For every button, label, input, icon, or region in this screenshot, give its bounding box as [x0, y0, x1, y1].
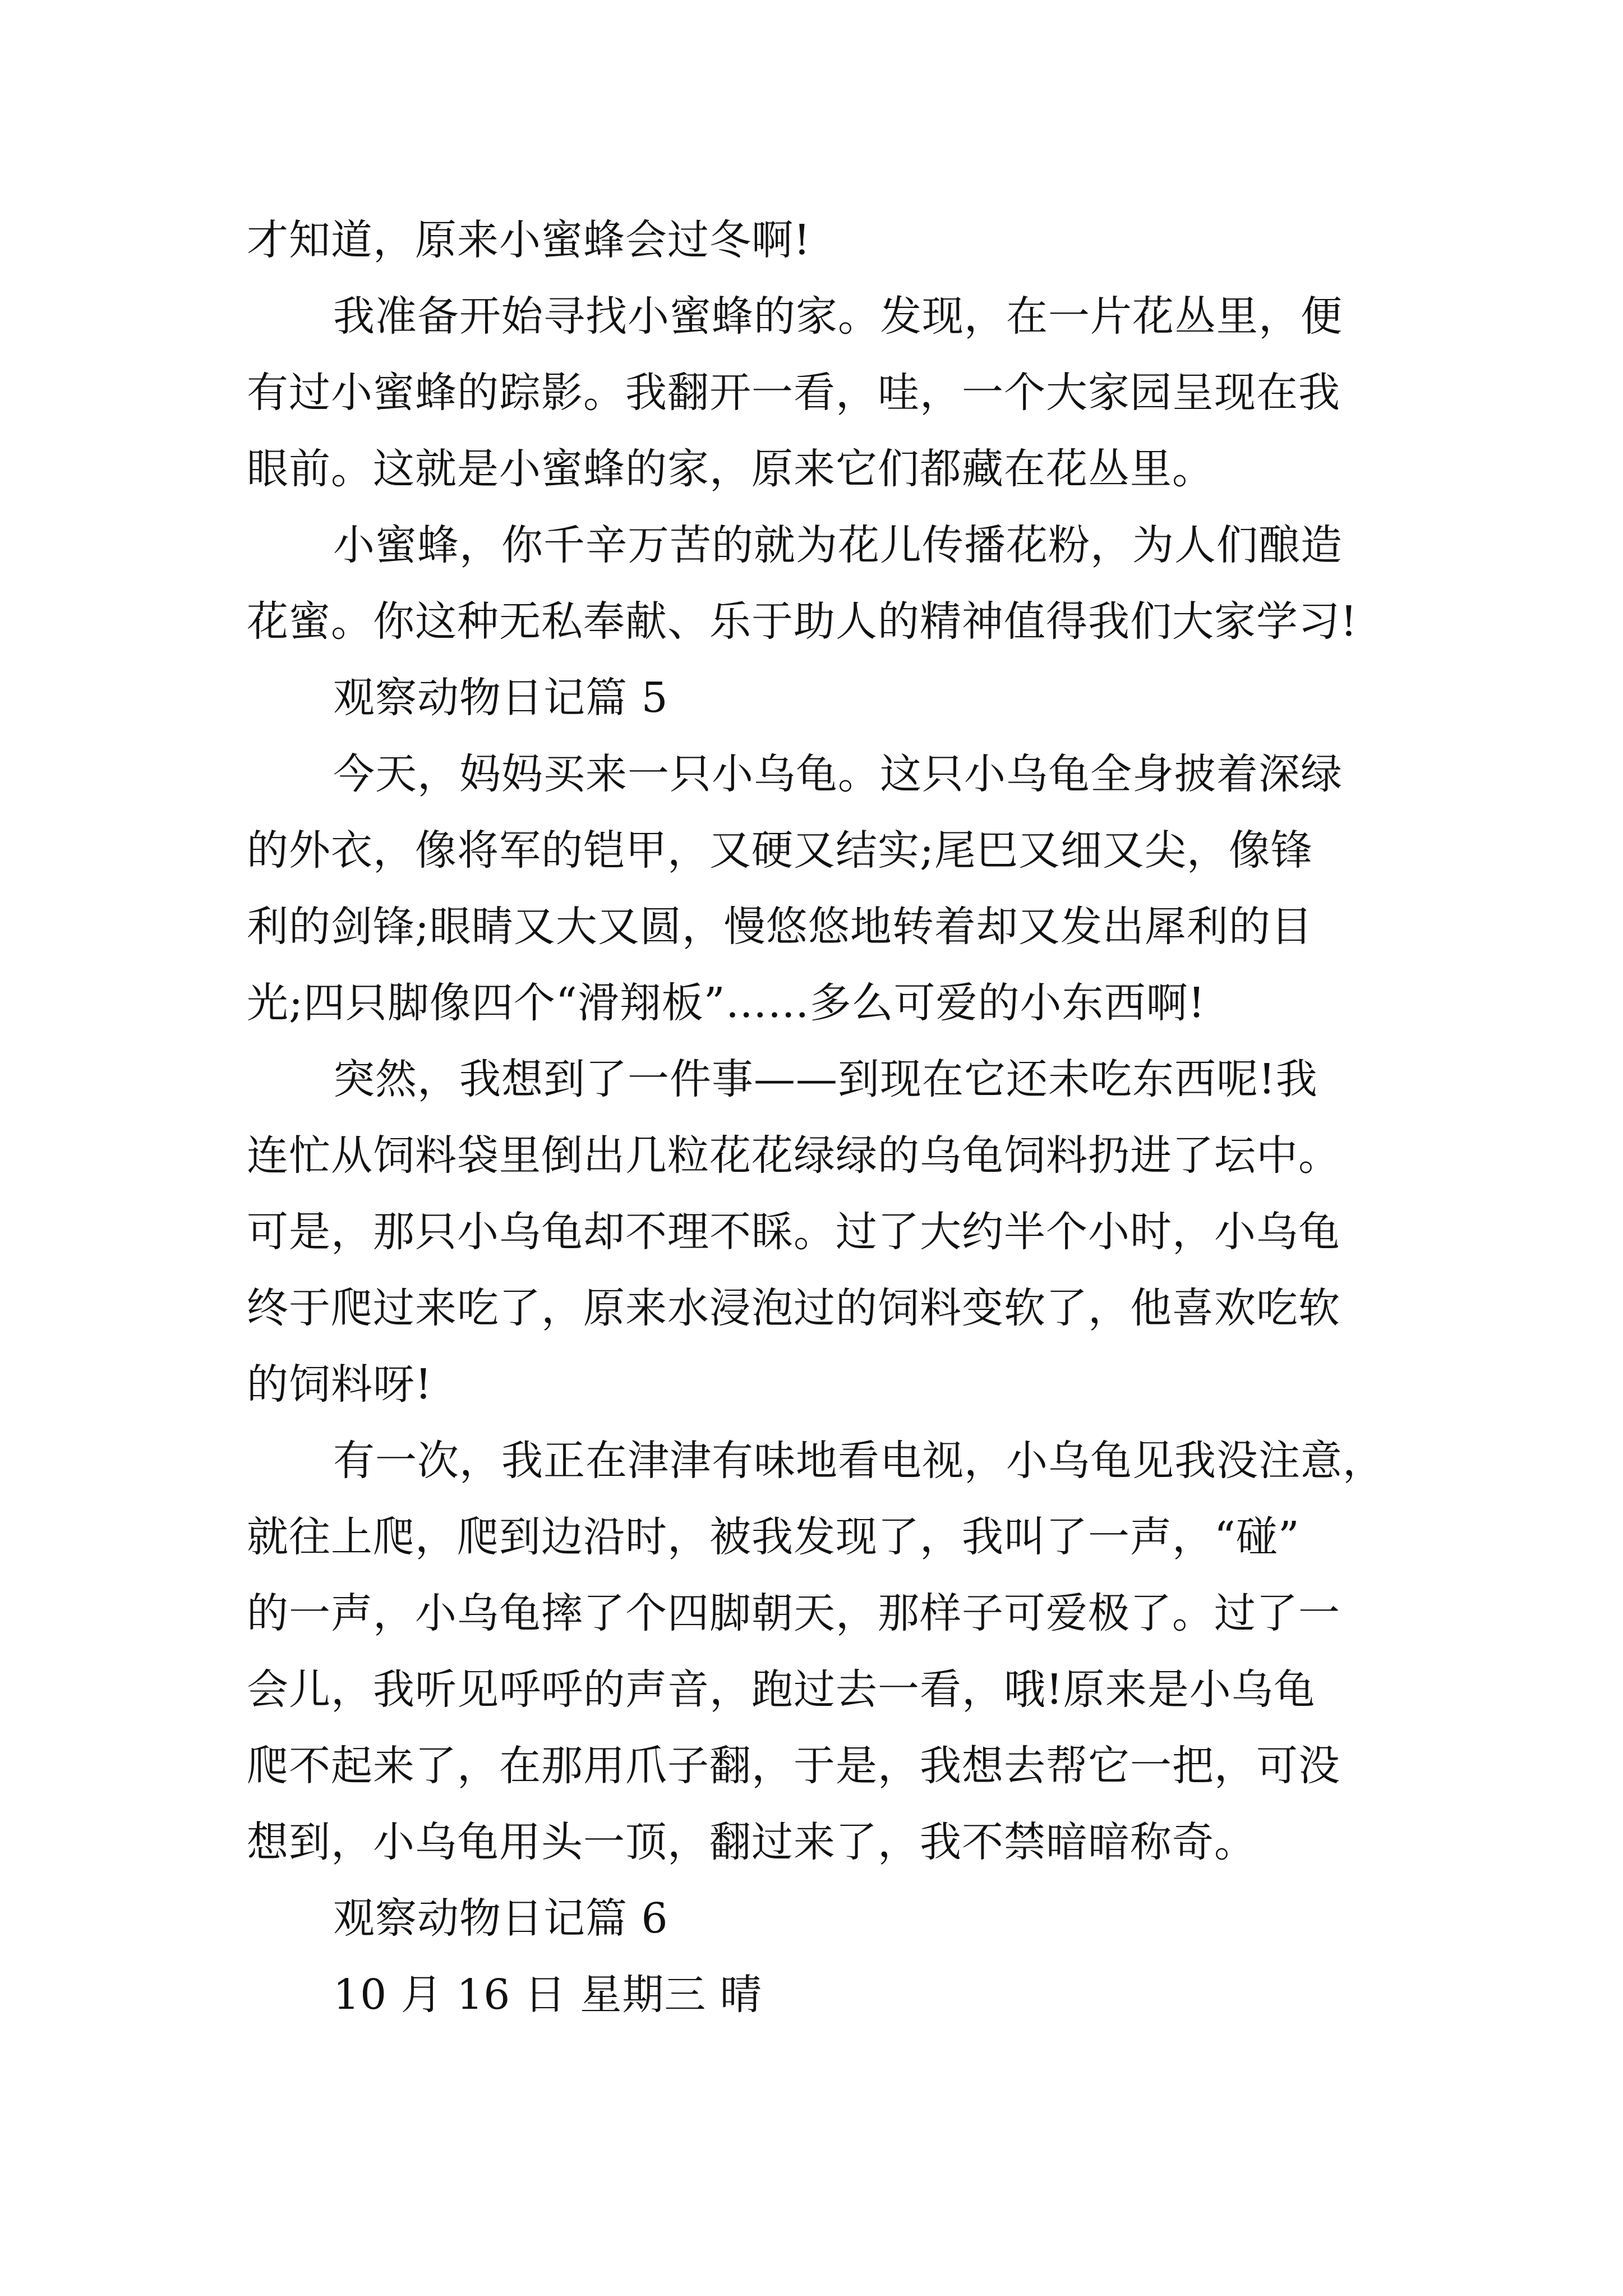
text-line: 的外衣，像将军的铠甲，又硬又结实;尾巴又细又尖，像锋 [247, 826, 1313, 875]
heading-text: 观察动物日记篇 5 [333, 674, 668, 722]
date-line [247, 1957, 1380, 2033]
date-text: 10 月 16 日 星期三 晴 [333, 1971, 762, 2019]
text-line: 今天，妈妈买来一只小乌龟。这只小乌龟全身披着深绿 [333, 750, 1343, 798]
paragraph [247, 736, 1380, 1041]
text-line: 有一次，我正在津津有味地看电视，小乌龟见我没注意， [333, 1437, 1385, 1485]
text-line: 我准备开始寻找小蜜蜂的家。发现，在一片花丛里，便 [333, 292, 1343, 341]
text-line: 连忙从饲料袋里倒出几粒花花绿绿的乌龟饲料扔进了坛中。 [247, 1131, 1340, 1180]
paragraph [247, 1041, 1380, 1423]
text-line: 会儿，我听见呼呼的声音，跑过去一看，哦!原来是小乌龟 [247, 1665, 1316, 1714]
text-line: 的一声，小乌龟摔了个四脚朝天，那样子可爱极了。过了一 [247, 1589, 1340, 1637]
section-heading [247, 660, 1380, 736]
paragraph [247, 278, 1380, 507]
paragraph [247, 507, 1380, 660]
text-line: 光;四只脚像四个“滑翔板”……多么可爱的小东西啊! [247, 979, 1206, 1027]
heading-text: 观察动物日记篇 6 [333, 1894, 668, 1943]
text-line: 眼前。这就是小蜜蜂的家，原来它们都藏在花丛里。 [247, 445, 1214, 493]
text-line: 爬不起来了，在那用爪子翻，于是，我想去帮它一把，可没 [247, 1742, 1340, 1790]
text-line: 利的剑锋;眼睛又大又圆，慢悠悠地转着却又发出犀利的目 [247, 903, 1313, 951]
text-line: 想到，小乌龟用头一顶，翻过来了，我不禁暗暗称奇。 [247, 1818, 1256, 1866]
paragraph [247, 202, 1380, 278]
text-line: 可是，那只小乌龟却不理不睬。过了大约半个小时，小乌龟 [247, 1208, 1340, 1256]
text-line: 有过小蜜蜂的踪影。我翻开一看，哇，一个大家园呈现在我 [247, 369, 1340, 417]
text-line: 花蜜。你这种无私奉献、乐于助人的精神值得我们大家学习! [247, 597, 1358, 646]
paragraph [247, 1423, 1385, 1880]
text-line: 才知道，原来小蜜蜂会过冬啊! [247, 216, 811, 264]
text-line: 突然，我想到了一件事——到现在它还未吃东西呢!我 [333, 1055, 1318, 1103]
text-line: 的饲料呀! [247, 1360, 432, 1409]
section-heading [247, 1880, 1380, 1957]
text-line: 小蜜蜂，你千辛万苦的就为花儿传播花粉，为人们酿造 [333, 521, 1343, 569]
document-body [247, 202, 1385, 2033]
text-line: 终于爬过来吃了，原来水浸泡过的饲料变软了，他喜欢吃软 [247, 1284, 1340, 1332]
text-line: 就往上爬，爬到边沿时，被我发现了，我叫了一声，“碰” [247, 1513, 1300, 1561]
